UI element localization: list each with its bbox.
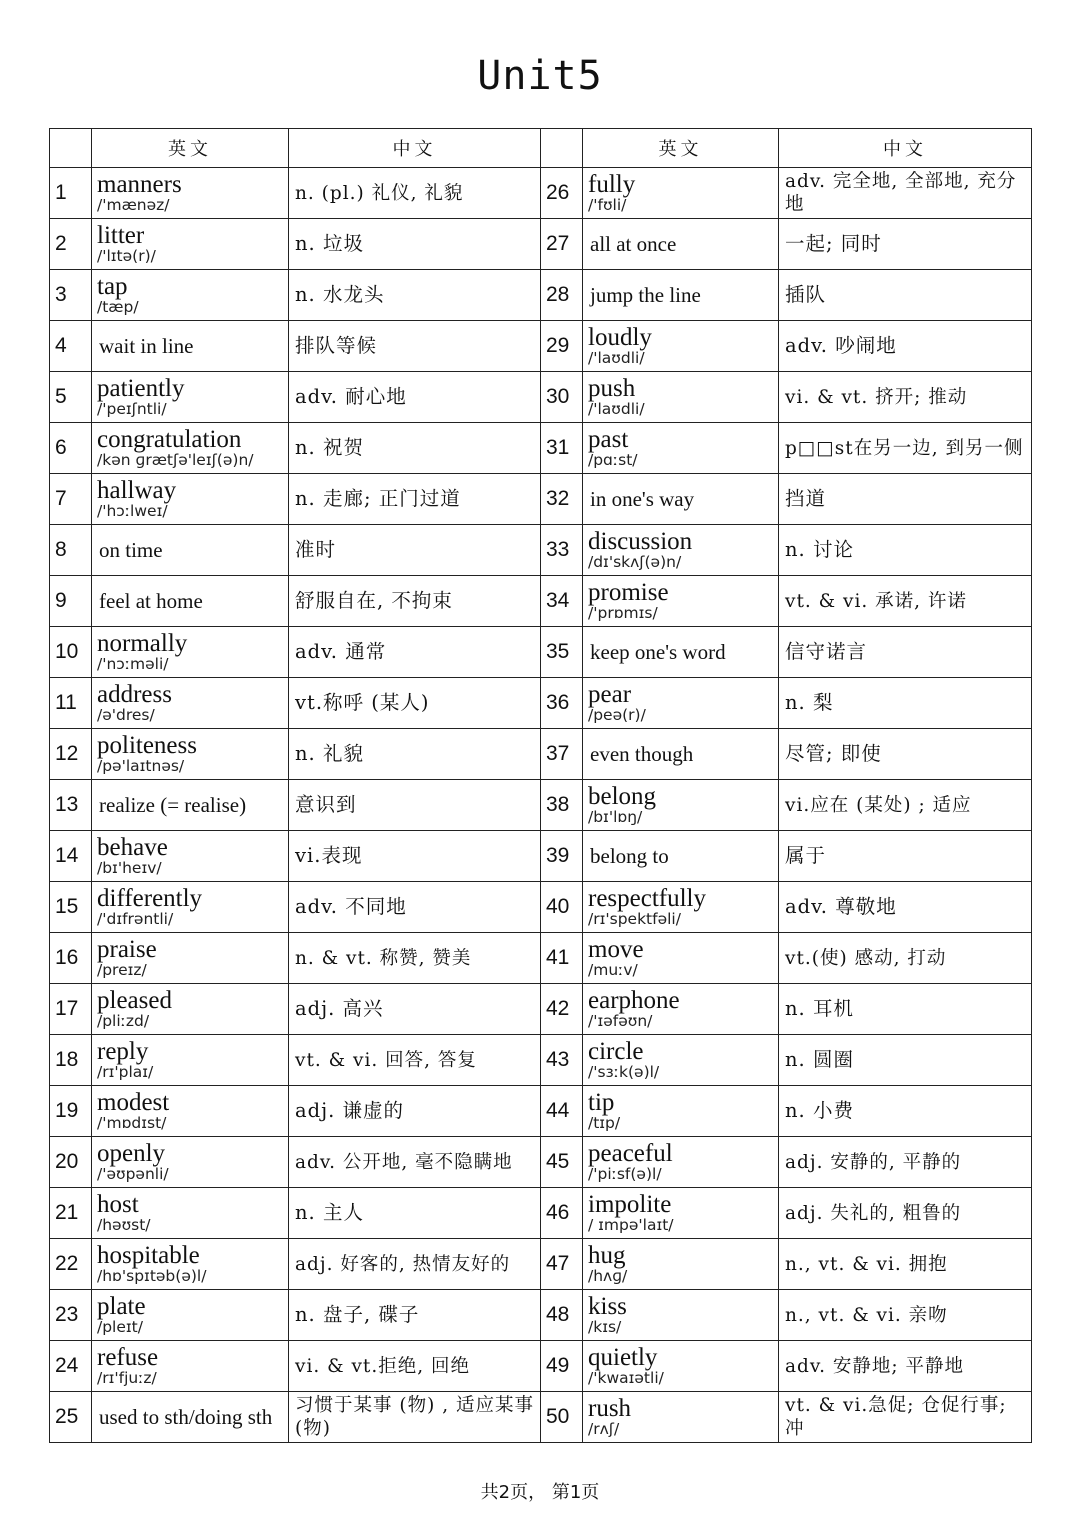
- chinese-meaning: n., vt. & vi. 拥抱: [779, 1239, 1032, 1290]
- english-cell: [92, 1086, 289, 1137]
- entry-number: 44: [541, 1086, 583, 1137]
- entry-number: 16: [50, 933, 92, 984]
- phonetic-transcription: /'hɔːlweɪ/: [97, 501, 168, 520]
- phonetic-transcription: /ə'dres/: [97, 705, 155, 724]
- entry-number: 9: [50, 576, 92, 627]
- table-row: [50, 219, 1032, 270]
- entry-number: 38: [541, 780, 583, 831]
- phonetic-transcription: /muːv/: [588, 960, 638, 979]
- english-cell: [583, 1239, 779, 1290]
- english-word: past: [588, 425, 629, 453]
- english-cell: [583, 933, 779, 984]
- chinese-meaning: n. 走廊; 正门过道: [289, 474, 541, 525]
- english-word: pear: [588, 680, 632, 708]
- entry-number: 20: [50, 1137, 92, 1188]
- header-num-right: [541, 129, 583, 168]
- entry-number: 32: [541, 474, 583, 525]
- phonetic-transcription: /'ɪəfəʊn/: [588, 1011, 653, 1030]
- phonetic-transcription: /'peɪʃntli/: [97, 399, 167, 418]
- phonetic-transcription: /bɪ'heɪv/: [97, 858, 162, 877]
- table-row: [50, 1086, 1032, 1137]
- english-cell: [92, 1035, 289, 1086]
- phonetic-transcription: /pleɪt/: [97, 1317, 143, 1336]
- english-word: keep one's word: [590, 640, 726, 664]
- entry-number: 10: [50, 627, 92, 678]
- english-word: realize (= realise): [99, 793, 247, 817]
- english-word: impolite: [588, 1190, 672, 1218]
- chinese-meaning: 舒服自在, 不拘束: [289, 576, 541, 627]
- entry-number: 49: [541, 1341, 583, 1392]
- entry-number: 30: [541, 372, 583, 423]
- entry-number: 5: [50, 372, 92, 423]
- chinese-meaning: adj. 谦虚的: [289, 1086, 541, 1137]
- table-row: [50, 1290, 1032, 1341]
- english-cell: [583, 474, 779, 525]
- english-cell: [92, 525, 289, 576]
- english-word: on time: [99, 538, 163, 562]
- entry-number: 36: [541, 678, 583, 729]
- english-word: feel at home: [99, 589, 203, 613]
- entry-number: 21: [50, 1188, 92, 1239]
- entry-number: 31: [541, 423, 583, 474]
- chinese-meaning: vi. & vt. 挤开; 推动: [779, 372, 1032, 423]
- chinese-meaning: adv. 公开地, 毫不隐瞒地: [289, 1137, 541, 1188]
- entry-number: 39: [541, 831, 583, 882]
- english-cell: [583, 372, 779, 423]
- table-row: [50, 780, 1032, 831]
- chinese-meaning: vt.(使) 感动, 打动: [779, 933, 1032, 984]
- english-word: earphone: [588, 986, 680, 1014]
- table-row: [50, 1341, 1032, 1392]
- phonetic-transcription: /kɪs/: [588, 1317, 622, 1336]
- english-cell: [92, 372, 289, 423]
- entry-number: 8: [50, 525, 92, 576]
- english-cell: [92, 1341, 289, 1392]
- english-cell: [583, 219, 779, 270]
- table-row: [50, 1239, 1032, 1290]
- english-word: hug: [588, 1241, 626, 1269]
- chinese-meaning: vi. & vt.拒绝, 回绝: [289, 1341, 541, 1392]
- english-word: belong to: [590, 844, 669, 868]
- english-word: refuse: [97, 1343, 159, 1371]
- header-chinese-right: 中文: [779, 129, 1032, 168]
- chinese-meaning: adj. 高兴: [289, 984, 541, 1035]
- english-cell: [583, 984, 779, 1035]
- entry-number: 48: [541, 1290, 583, 1341]
- chinese-meaning: 尽管; 即使: [779, 729, 1032, 780]
- english-cell: [92, 474, 289, 525]
- english-word: belong: [588, 782, 657, 810]
- english-cell: [92, 729, 289, 780]
- english-cell: [583, 678, 779, 729]
- chinese-meaning: adv. 完全地, 全部地, 充分地: [779, 168, 1032, 219]
- table-row: [50, 627, 1032, 678]
- chinese-meaning: n. 祝贺: [289, 423, 541, 474]
- chinese-meaning: vt. & vi. 承诺, 许诺: [779, 576, 1032, 627]
- phonetic-transcription: /hʌɡ/: [588, 1266, 628, 1285]
- table-row: [50, 1137, 1032, 1188]
- phonetic-transcription: /'kwaɪətli/: [588, 1368, 664, 1387]
- phonetic-transcription: / ɪmpə'laɪt/: [588, 1215, 674, 1234]
- entry-number: 7: [50, 474, 92, 525]
- chinese-meaning: n. 小费: [779, 1086, 1032, 1137]
- phonetic-transcription: /rɪ'spektfəli/: [588, 909, 681, 928]
- chinese-meaning: adv. 安静地; 平静地: [779, 1341, 1032, 1392]
- phonetic-transcription: /'lɪtə(r)/: [97, 246, 156, 265]
- chinese-meaning: n. 讨论: [779, 525, 1032, 576]
- chinese-meaning: 习惯于某事 (物) , 适应某事 (物): [289, 1392, 541, 1443]
- table-row: [50, 321, 1032, 372]
- vocabulary-table: [49, 128, 1032, 1443]
- header-english-left: 英文: [92, 129, 289, 168]
- english-word: all at once: [590, 232, 677, 256]
- english-cell: [92, 1188, 289, 1239]
- phonetic-transcription: /pə'laɪtnəs/: [97, 756, 185, 775]
- phonetic-transcription: /rɪ'fjuːz/: [97, 1368, 157, 1387]
- english-word: tap: [97, 272, 128, 300]
- phonetic-transcription: /'nɔːməli/: [97, 654, 169, 673]
- phonetic-transcription: /kən ɡrætʃə'leɪʃ(ə)n/: [97, 450, 254, 469]
- english-word: peaceful: [588, 1139, 673, 1167]
- table-row: [50, 831, 1032, 882]
- phonetic-transcription: /preɪz/: [97, 960, 147, 979]
- header-num-left: [50, 129, 92, 168]
- phonetic-transcription: /'dɪfrəntli/: [97, 909, 174, 928]
- entry-number: 25: [50, 1392, 92, 1443]
- english-cell: [583, 270, 779, 321]
- phonetic-transcription: /pɑːst/: [588, 450, 638, 469]
- english-cell: [583, 1341, 779, 1392]
- english-cell: [583, 1188, 779, 1239]
- table-row: [50, 1035, 1032, 1086]
- english-word: patiently: [97, 374, 185, 402]
- page-title: Unit5: [477, 53, 603, 99]
- entry-number: 15: [50, 882, 92, 933]
- chinese-meaning: adv. 不同地: [289, 882, 541, 933]
- phonetic-transcription: /dɪ'skʌʃ(ə)n/: [588, 552, 682, 571]
- entry-number: 3: [50, 270, 92, 321]
- english-word: modest: [97, 1088, 170, 1116]
- chinese-meaning: vt.称呼 (某人): [289, 678, 541, 729]
- english-cell: [92, 270, 289, 321]
- english-cell: [92, 423, 289, 474]
- chinese-meaning: 属于: [779, 831, 1032, 882]
- entry-number: 4: [50, 321, 92, 372]
- chinese-meaning: 挡道: [779, 474, 1032, 525]
- chinese-meaning: n. 梨: [779, 678, 1032, 729]
- phonetic-transcription: /'prɒmɪs/: [588, 603, 658, 622]
- chinese-meaning: adv. 吵闹地: [779, 321, 1032, 372]
- english-word: promise: [588, 578, 669, 606]
- english-cell: [583, 1035, 779, 1086]
- english-word: used to sth/doing sth: [99, 1405, 273, 1429]
- entry-number: 27: [541, 219, 583, 270]
- english-word: even though: [590, 742, 694, 766]
- english-cell: [92, 678, 289, 729]
- chinese-meaning: n. 礼貌: [289, 729, 541, 780]
- phonetic-transcription: /'fʊli/: [588, 195, 627, 214]
- phonetic-transcription: /tɪp/: [588, 1113, 621, 1132]
- entry-number: 24: [50, 1341, 92, 1392]
- english-word: fully: [588, 170, 636, 198]
- phonetic-transcription: /həʊst/: [97, 1215, 151, 1234]
- phonetic-transcription: /'mænəz/: [97, 195, 170, 214]
- entry-number: 50: [541, 1392, 583, 1443]
- entry-number: 42: [541, 984, 583, 1035]
- english-word: openly: [97, 1139, 166, 1167]
- phonetic-transcription: /tæp/: [97, 297, 139, 316]
- english-word: respectfully: [588, 884, 707, 912]
- english-word: plate: [97, 1292, 146, 1320]
- english-cell: [92, 1290, 289, 1341]
- entry-number: 12: [50, 729, 92, 780]
- phonetic-transcription: /'sɜːk(ə)l/: [588, 1062, 660, 1081]
- entry-number: 47: [541, 1239, 583, 1290]
- page-footer: 共2页， 第1页: [480, 1482, 600, 1503]
- chinese-meaning: 信守诺言: [779, 627, 1032, 678]
- phonetic-transcription: /rʌʃ/: [588, 1419, 620, 1438]
- english-cell: [583, 168, 779, 219]
- chinese-meaning: n. (pl.) 礼仪, 礼貌: [289, 168, 541, 219]
- chinese-meaning: vi.表现: [289, 831, 541, 882]
- english-cell: [92, 780, 289, 831]
- chinese-meaning: adv. 通常: [289, 627, 541, 678]
- english-word: jump the line: [590, 283, 701, 307]
- phonetic-transcription: /'laʊdli/: [588, 348, 645, 367]
- english-cell: [92, 984, 289, 1035]
- english-word: circle: [588, 1037, 644, 1065]
- table-row: [50, 474, 1032, 525]
- chinese-meaning: adj. 安静的, 平静的: [779, 1137, 1032, 1188]
- entry-number: 17: [50, 984, 92, 1035]
- entry-number: 18: [50, 1035, 92, 1086]
- phonetic-transcription: /'əʊpənli/: [97, 1164, 169, 1183]
- phonetic-transcription: /'mɒdɪst/: [97, 1113, 167, 1132]
- english-word: normally: [97, 629, 188, 657]
- table-row: [50, 729, 1032, 780]
- english-cell: [583, 780, 779, 831]
- english-word: differently: [97, 884, 203, 912]
- table-row: [50, 984, 1032, 1035]
- english-word: reply: [97, 1037, 149, 1065]
- entry-number: 11: [50, 678, 92, 729]
- english-cell: [92, 1239, 289, 1290]
- table-row: [50, 882, 1032, 933]
- phonetic-transcription: /bɪ'lɒŋ/: [588, 807, 643, 826]
- chinese-meaning: 一起; 同时: [779, 219, 1032, 270]
- english-cell: [583, 831, 779, 882]
- table-row: [50, 525, 1032, 576]
- chinese-meaning: n. 盘子, 碟子: [289, 1290, 541, 1341]
- english-word: congratulation: [97, 425, 242, 453]
- english-cell: [583, 1086, 779, 1137]
- chinese-meaning: n. 垃圾: [289, 219, 541, 270]
- english-word: pleased: [97, 986, 172, 1014]
- entry-number: 29: [541, 321, 583, 372]
- english-cell: [92, 219, 289, 270]
- table-row: [50, 168, 1032, 219]
- english-cell: [92, 933, 289, 984]
- entry-number: 41: [541, 933, 583, 984]
- english-word: wait in line: [99, 334, 194, 358]
- phonetic-transcription: /hɒ'spɪtəb(ə)l/: [97, 1266, 207, 1285]
- english-word: move: [588, 935, 644, 963]
- english-cell: [92, 1392, 289, 1443]
- english-cell: [92, 831, 289, 882]
- english-cell: [583, 1137, 779, 1188]
- english-cell: [92, 576, 289, 627]
- chinese-meaning: 排队等候: [289, 321, 541, 372]
- header-chinese-left: 中文: [289, 129, 541, 168]
- entry-number: 6: [50, 423, 92, 474]
- english-cell: [583, 525, 779, 576]
- english-cell: [583, 882, 779, 933]
- chinese-meaning: n. 水龙头: [289, 270, 541, 321]
- entry-number: 33: [541, 525, 583, 576]
- table-row: [50, 933, 1032, 984]
- table-row: [50, 1188, 1032, 1239]
- entry-number: 14: [50, 831, 92, 882]
- chinese-meaning: adj. 好客的, 热情友好的: [289, 1239, 541, 1290]
- english-word: hallway: [97, 476, 177, 504]
- table-row: [50, 1392, 1032, 1443]
- english-cell: [92, 882, 289, 933]
- table-row: [50, 678, 1032, 729]
- entry-number: 22: [50, 1239, 92, 1290]
- entry-number: 46: [541, 1188, 583, 1239]
- chinese-meaning: n. 主人: [289, 1188, 541, 1239]
- english-word: litter: [97, 221, 145, 249]
- english-word: politeness: [97, 731, 197, 759]
- english-cell: [583, 423, 779, 474]
- chinese-meaning: adv. 耐心地: [289, 372, 541, 423]
- english-word: praise: [97, 935, 157, 963]
- chinese-meaning: adj. 失礼的, 粗鲁的: [779, 1188, 1032, 1239]
- english-cell: [583, 321, 779, 372]
- english-word: manners: [97, 170, 182, 198]
- chinese-meaning: n. 耳机: [779, 984, 1032, 1035]
- phonetic-transcription: /peə(r)/: [588, 705, 646, 724]
- english-cell: [583, 627, 779, 678]
- entry-number: 2: [50, 219, 92, 270]
- chinese-meaning: p□□st在另一边, 到另一侧: [779, 423, 1032, 474]
- table-header-row: [50, 129, 1032, 168]
- english-cell: [583, 1392, 779, 1443]
- table-row: [50, 576, 1032, 627]
- chinese-meaning: vi.应在 (某处) ; 适应: [779, 780, 1032, 831]
- english-word: rush: [588, 1394, 632, 1422]
- entry-number: 43: [541, 1035, 583, 1086]
- chinese-meaning: 准时: [289, 525, 541, 576]
- table-row: [50, 423, 1032, 474]
- chinese-meaning: vt. & vi.急促; 仓促行事; 冲: [779, 1392, 1032, 1443]
- chinese-meaning: adv. 尊敬地: [779, 882, 1032, 933]
- table-row: [50, 372, 1032, 423]
- english-cell: [92, 627, 289, 678]
- english-cell: [583, 729, 779, 780]
- entry-number: 23: [50, 1290, 92, 1341]
- english-word: discussion: [588, 527, 693, 555]
- english-word: address: [97, 680, 172, 708]
- english-word: loudly: [588, 323, 652, 351]
- english-word: host: [97, 1190, 139, 1218]
- english-word: behave: [97, 833, 168, 861]
- phonetic-transcription: /'laʊdli/: [588, 399, 645, 418]
- english-cell: [92, 1137, 289, 1188]
- english-word: quietly: [588, 1343, 658, 1371]
- chinese-meaning: 插队: [779, 270, 1032, 321]
- english-word: push: [588, 374, 636, 402]
- table-row: [50, 270, 1032, 321]
- entry-number: 35: [541, 627, 583, 678]
- chinese-meaning: n. & vt. 称赞, 赞美: [289, 933, 541, 984]
- entry-number: 13: [50, 780, 92, 831]
- entry-number: 34: [541, 576, 583, 627]
- chinese-meaning: n. 圆圈: [779, 1035, 1032, 1086]
- entry-number: 1: [50, 168, 92, 219]
- phonetic-transcription: /pliːzd/: [97, 1011, 150, 1030]
- english-word: in one's way: [590, 487, 695, 511]
- english-cell: [583, 576, 779, 627]
- chinese-meaning: vt. & vi. 回答, 答复: [289, 1035, 541, 1086]
- english-word: tip: [588, 1088, 615, 1116]
- entry-number: 45: [541, 1137, 583, 1188]
- entry-number: 19: [50, 1086, 92, 1137]
- chinese-meaning: 意识到: [289, 780, 541, 831]
- english-cell: [92, 321, 289, 372]
- chinese-meaning: n., vt. & vi. 亲吻: [779, 1290, 1032, 1341]
- entry-number: 40: [541, 882, 583, 933]
- entry-number: 26: [541, 168, 583, 219]
- english-word: hospitable: [97, 1241, 200, 1269]
- entry-number: 37: [541, 729, 583, 780]
- header-english-right: 英文: [583, 129, 779, 168]
- english-word: kiss: [588, 1292, 627, 1320]
- phonetic-transcription: /'piːsf(ə)l/: [588, 1164, 662, 1183]
- english-cell: [92, 168, 289, 219]
- entry-number: 28: [541, 270, 583, 321]
- english-cell: [583, 1290, 779, 1341]
- phonetic-transcription: /rɪ'plaɪ/: [97, 1062, 154, 1081]
